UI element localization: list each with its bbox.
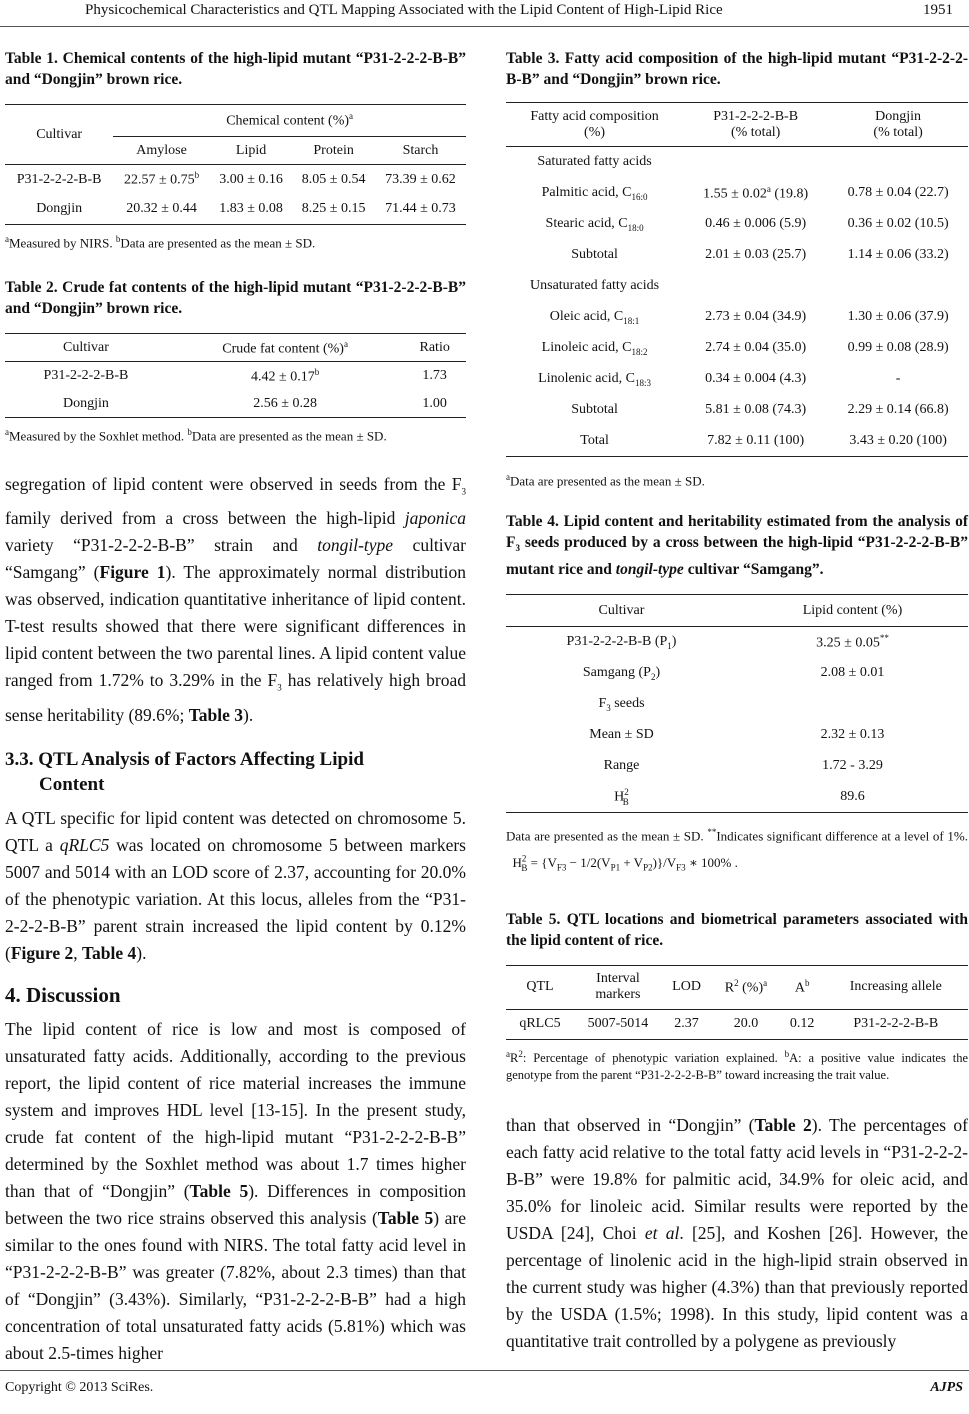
journal-name: AJPS [930,1380,963,1395]
table-row [506,658,968,689]
table-row [506,240,968,271]
table1-header-cultivar: Cultivar [36,126,83,142]
running-header [0,0,969,30]
table1 [5,104,466,225]
table-cell: Subtotal [571,247,618,262]
table-cell: 7.82 ± 0.11 (100) [707,432,805,448]
table-row [506,302,968,333]
table-cell: 3.00 ± 0.16 [219,171,283,187]
table-cell: 1.73 [422,368,447,384]
header-rule [0,26,969,27]
table-cell: 20.0 [733,1016,759,1032]
table5-header-r2: $R^2$ (%)$^a$ [724,977,768,996]
table4-header-cultivar: Cultivar [598,602,645,618]
table-cell: 1.83 ± 0.08 [219,201,283,217]
table-cell: 0.12 [789,1016,815,1032]
table-cell: Saturated fatty acids [537,154,652,170]
table-cell: 1.30 ± 0.06 (37.9) [847,309,949,324]
running-title: Physicochemical Characteristics and QTL Mapping Associated with the Lipid Content of High-Lipid Rice [85,2,723,18]
table-cell: 2.32 ± 0.13 [820,727,885,743]
footer-rule [0,1370,969,1371]
table-row [506,689,968,720]
table3-note: $^a$Data are presented as the mean ± SD. [506,472,705,489]
table5-header-qtl: QTL [526,979,554,995]
discussion-continued-paragraph: than that observed in “Dongjin” (Table 2). The percentages of each fatty acid relative to the total fatty acid levels in “P31-2-2-2-B-B” were 19.8% for palmitic acid, 34.9% for oleic acid, and 35.0% for linoleic acid. Similar results were reported by the USDA [24], Choi et al. [25], and Koshen [26]. However, the percentage of linolenic acid in the high-lipid strain observed in the current study was higher (4.3%) than that previously reported by the USDA (1.5%; 1998). In this study, lipid content was a quantitative trait controlled by a polygene as previously [506,1114,968,1351]
table-cell: P31-2-2-2-B-B [853,1016,939,1032]
table-cell: Samgang $(P_2)$ [582,665,661,682]
table-row [506,426,968,457]
table-row [5,390,466,418]
table-cell: Stearic acid, $C_{18:0}$ [545,215,644,233]
table-cell: 2.08 ± 0.01 [820,665,885,681]
table-row [5,195,466,225]
table-cell: P31-2-2-2-B-B [16,171,102,187]
table3-header-composition: Fatty acid composition (%) [530,108,659,140]
table-row [506,720,968,751]
table-cell: Palmitic acid, $C_{16:0}$ [541,184,648,202]
table-cell: 1.55 ± 0.02$^a$ (19.8) [703,183,809,202]
table-cell: - [895,371,901,386]
table5-header-interval: Interval markers [595,971,641,1003]
copyright: Copyright © 2013 SciRes. [5,1380,154,1395]
table-cell: 3.43 ± 0.20 (100) [849,432,947,448]
table-cell: 20.32 ± 0.44 [126,201,197,217]
table5 [506,965,968,1040]
table5-note: $^aR^2$: Percentage of phenotypic variation explained. $^b$A: a positive value indicates the genotype from the parent “P31-2-2-2-B-B” toward increasing the trait value. [506,1048,968,1082]
heritability-formula: $H^2_B = \{V_{F3} - 1/2(V_{P1} + V_{P2})\}/V_{F3}$ ∗ 100% . [512,853,738,873]
page-footer [0,1370,969,1410]
table-cell: Linolenic acid, $C_{18:3}$ [538,370,651,388]
table2-header-fat: Crude fat content (%)$^a$ [222,338,348,357]
table-cell: 0.36 ± 0.02 (10.5) [847,216,949,231]
table-cell: 2.37 [674,1016,699,1032]
table-row [506,782,968,813]
table5-caption: Table 5. QTL locations and biometrical parameters associated with the lipid content of rice. [506,910,968,949]
table-cell: Oleic acid, $C_{18:1}$ [549,308,640,326]
table-row [506,209,968,240]
table-cell: Dongjin [63,395,109,411]
left-column [5,48,466,1367]
table-row [506,147,968,178]
table-cell: 89.6 [840,789,865,805]
table-cell: Subtotal [571,402,618,417]
table-cell: 0.34 ± 0.004 (4.3) [705,371,807,386]
table-row [506,395,968,426]
table5-header-a: $A^b$ [794,977,810,996]
table-cell: 5.81 ± 0.08 (74.3) [705,402,807,417]
table-row [506,333,968,364]
results-paragraph: segregation of lipid content were observed in seeds from the $F_3$ family derived from a cross between the high-lipid japonica variety “P31-2-2-2-B-B” strain and tongil-type cultivar “Samgang” (Figure 1). The approximately normal distribution was observed, indication quantitative inheritance of lipid content. T-test results showed that there were significant differences in lipid content between the two parental lines. A lipid content value ranged from 1.72% to 3.29% in the $F_3$ has relatively high broad sense heritability (89.6%; Table 3). [5,473,466,725]
table2-note: $^a$Measured by the Soxhlet method. $^b$Data are presented as the mean ± SD. [5,427,387,444]
table-row [506,178,968,209]
discussion-paragraph: The lipid content of rice is low and most is composed of unsaturated fatty acids. Additionally, according to the previous report, the lipid content of rice material increases the immune system and improves HDL level [13-15]. In the present study, crude fat content of the high-lipid mutant “P31-2-2-2-B-B” determined by the Soxhlet method was about 1.7 times higher than that of “Dongjin” (Table 5). Differences in composition between the two rice strains observed this analysis (Table 5) are similar to the ones found with NIRS. The total fatty acid level in “P31-2-2-2-B-B” was greater (7.82%, about 2.3 times) than that of “Dongjin” (3.43%). Similarly, “P31-2-2-2-B-B” had a high concentration of total unsaturated fatty acids (5.81%) which was about 2.5-times higher [5,1018,466,1363]
table-row [506,1009,968,1039]
table4-header-lipid: Lipid content (%) [802,602,903,618]
table-cell: 2.73 ± 0.04 (34.9) [705,309,807,324]
table3-header-p31: P31-2-2-2-B-B (% total) [713,108,799,140]
table-cell: 71.44 ± 0.73 [385,201,456,217]
table1-group-header: Chemical content (%)$^a$ [113,105,466,137]
table-cell: 22.57 ± 0.75$^b$ [123,170,200,189]
table-row [5,165,466,195]
table-cell: $F_3$ seeds [598,696,645,713]
table-cell: 4.42 ± 0.17$^b$ [251,366,320,385]
table1-header-amylose: Amylose [136,142,187,158]
table-cell: 73.39 ± 0.62 [385,171,456,187]
table-cell: Dongjin [36,201,83,217]
table3-header-dongjin: Dongjin (% total) [873,108,923,140]
table-cell: 1.00 [422,395,447,411]
table1-note: $^a$Measured by NIRS. $^b$Data are presented as the mean ± SD. [5,234,316,251]
table-cell: 8.25 ± 0.15 [301,201,366,217]
table2-header-ratio: Ratio [419,339,450,355]
right-column [506,48,968,1355]
table1-header-protein: Protein [313,142,354,158]
table-cell: qRLC5 [519,1016,561,1032]
table-cell: 2.56 ± 0.28 [253,395,317,411]
table2-header-cultivar: Cultivar [63,339,109,355]
table1-caption: Table 1. Chemical contents of the high-lipid mutant “P31-2-2-2-B-B” and “Dongjin” brown rice. [5,50,466,88]
table-cell: Range [603,758,640,774]
table1-header-starch: Starch [402,142,439,158]
table-cell: 5007-5014 [587,1016,649,1032]
table-row [506,271,968,302]
table-cell: 1.14 ± 0.06 (33.2) [847,247,949,262]
table-cell: 2.74 ± 0.04 (35.0) [705,340,807,355]
table3 [506,102,968,457]
table2-caption: Table 2. Crude fat contents of the high-lipid mutant “P31-2-2-2-B-B” and “Dongjin” brown rice. [5,279,466,318]
table-cell: Mean ± SD [589,727,654,743]
table2 [5,333,466,418]
table-row [506,751,968,782]
table1-header-lipid: Lipid [235,142,267,158]
table-cell: $H^2_B$ [614,787,629,807]
table-cell: 0.78 ± 0.04 (22.7) [847,185,949,200]
table-cell: 0.99 ± 0.08 (28.9) [847,340,949,355]
table5-header-allele: Increasing allele [849,979,942,995]
table5-header-lod: LOD [672,979,701,995]
table4 [506,594,968,813]
table-cell: 2.29 ± 0.14 (66.8) [847,402,949,417]
table-cell: Unsaturated fatty acids [530,278,660,293]
table-cell: P31-2-2-2-B-B $(P_1)$ [566,634,677,652]
section-3-3-heading: 3.3. QTL Analysis of Factors Affecting Lipid Content [5,748,364,795]
table4-note: Data are presented as the mean ± SD. **Indicates significant difference at a level of 1%. $H^2_B = \{V_{F3} - 1/2(V_{P1} + V_{P2})\}/V_{F3}$ ∗ 100% . [506,827,968,873]
table-cell: 0.46 ± 0.006 (5.9) [705,216,807,231]
table4-caption: Table 4. Lipid content and heritability estimated from the analysis of $F_3$ seeds produced by a cross between the high-lipid “P31-2-2-2-B-B” mutant rice and tongil-type cultivar “Samgang”. [506,513,968,579]
section-4-heading: 4. Discussion [5,982,121,1007]
table-cell: 2.01 ± 0.03 (25.7) [705,247,807,262]
page-number: 1951 [923,2,953,18]
table-row [5,362,466,390]
table-cell: 8.05 ± 0.54 [301,171,366,187]
table-cell: Linoleic acid, $C_{18:2}$ [541,339,648,357]
table-cell: 1.72 - 3.29 [822,758,883,774]
table-cell: Total [580,432,609,448]
qtl-paragraph: A QTL specific for lipid content was detected on chromosome 5. QTL a qRLC5 was located on chromosome 5 between markers 5007 and 5014 with an LOD score of 2.37, accounting for 20.0% of the phenotypic variation. At this locus, alleles from the “P31-2-2-2-B-B” parent strain increased the lipid content by 0.12% (Figure 2, Table 4). [5,807,466,963]
table-row [506,627,968,658]
table-cell: 3.25 ± 0.05** [816,633,889,651]
table-cell: P31-2-2-2-B-B [43,368,129,384]
table3-caption: Table 3. Fatty acid composition of the high-lipid mutant “P31-2-2-2-B-B” and “Dongjin” brown rice. [506,50,968,88]
table-row [506,364,968,395]
